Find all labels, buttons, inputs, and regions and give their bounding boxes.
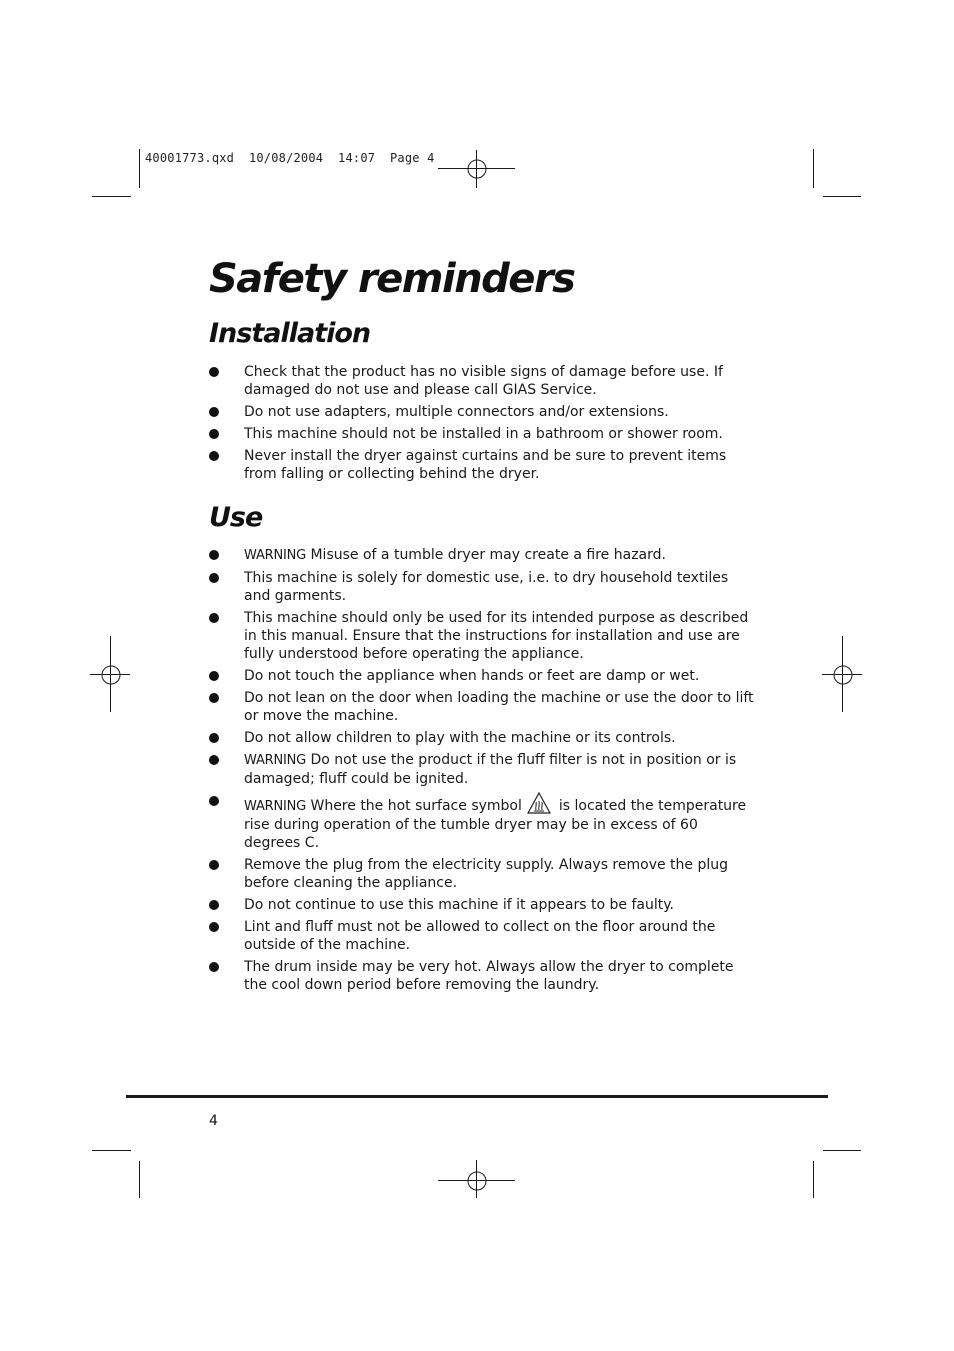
list-item: WARNING Do not use the product if the fluff filter is not in position or is damaged; fluff could be ignited.: [209, 751, 754, 788]
bullet-icon: [209, 962, 219, 972]
use-list: [209, 546, 754, 998]
list-item: WARNING Where the hot surface symbol is located the temperature rise during operation of the tumble dryer may be in excess of 60 degrees C.: [209, 792, 754, 852]
bullet-icon: [209, 733, 219, 743]
list-item: Do not allow children to play with the machine or its controls.: [209, 729, 754, 747]
crop-mark: [139, 1161, 140, 1198]
bullet-icon: [209, 550, 219, 560]
list-item: Never install the dryer against curtains and be sure to prevent items from falling or collecting behind the dryer.: [209, 447, 754, 483]
list-item: Do not lean on the door when loading the machine or use the door to lift or move the machine.: [209, 689, 754, 725]
crop-mark: [813, 1161, 814, 1198]
list-item: Check that the product has no visible signs of damage before use. If damaged do not use and please call GIAS Service.: [209, 363, 754, 399]
installation-list: [209, 363, 754, 487]
crop-mark: [92, 196, 131, 197]
list-item: Remove the plug from the electricity supply. Always remove the plug before cleaning the appliance.: [209, 856, 754, 892]
footer-rule: [126, 1095, 828, 1098]
bullet-icon: [209, 922, 219, 932]
hot-surface-warning-icon: [527, 792, 551, 814]
use-heading: Use: [209, 502, 263, 533]
bullet-icon: [209, 429, 219, 439]
list-item: This machine should not be installed in a bathroom or shower room.: [209, 425, 754, 443]
list-item: This machine should only be used for its intended purpose as described in this manual. Ensure that the instructions for installation and use are fully understood before operating the appliance.: [209, 609, 754, 663]
crop-mark: [813, 149, 814, 188]
bullet-icon: [209, 860, 219, 870]
bullet-icon: [209, 407, 219, 417]
registration-mark: [96, 660, 126, 690]
bullet-icon: [209, 613, 219, 623]
crop-mark: [139, 149, 140, 188]
bullet-icon: [209, 796, 219, 806]
page-title: Safety reminders: [209, 256, 575, 302]
bullet-icon: [209, 671, 219, 681]
crop-mark: [92, 1150, 131, 1151]
bullet-icon: [209, 900, 219, 910]
registration-mark: [462, 1166, 492, 1196]
list-item: This machine is solely for domestic use, i.e. to dry household textiles and garments.: [209, 569, 754, 605]
list-item: Lint and fluff must not be allowed to collect on the floor around the outside of the machine.: [209, 918, 754, 954]
bullet-icon: [209, 693, 219, 703]
registration-mark: [462, 154, 492, 184]
print-slug: 40001773.qxd 10/08/2004 14:07 Page 4: [145, 151, 435, 165]
warning-label: WARNING: [244, 799, 307, 814]
list-item: Do not touch the appliance when hands or feet are damp or wet.: [209, 667, 754, 685]
bullet-icon: [209, 367, 219, 377]
warning-label: WARNING: [244, 548, 307, 563]
installation-heading: Installation: [209, 318, 371, 349]
crop-mark: [823, 1150, 861, 1151]
list-item: Do not use adapters, multiple connectors and/or extensions.: [209, 403, 754, 421]
list-item: WARNING Misuse of a tumble dryer may create a fire hazard.: [209, 546, 754, 565]
bullet-icon: [209, 573, 219, 583]
warning-label: WARNING: [244, 753, 307, 768]
list-item: The drum inside may be very hot. Always allow the dryer to complete the cool down period before removing the laundry.: [209, 958, 754, 994]
bullet-icon: [209, 755, 219, 765]
list-item: Do not continue to use this machine if it appears to be faulty.: [209, 896, 754, 914]
crop-mark: [823, 196, 861, 197]
bullet-icon: [209, 451, 219, 461]
page-number: 4: [209, 1113, 218, 1129]
registration-mark: [828, 660, 858, 690]
